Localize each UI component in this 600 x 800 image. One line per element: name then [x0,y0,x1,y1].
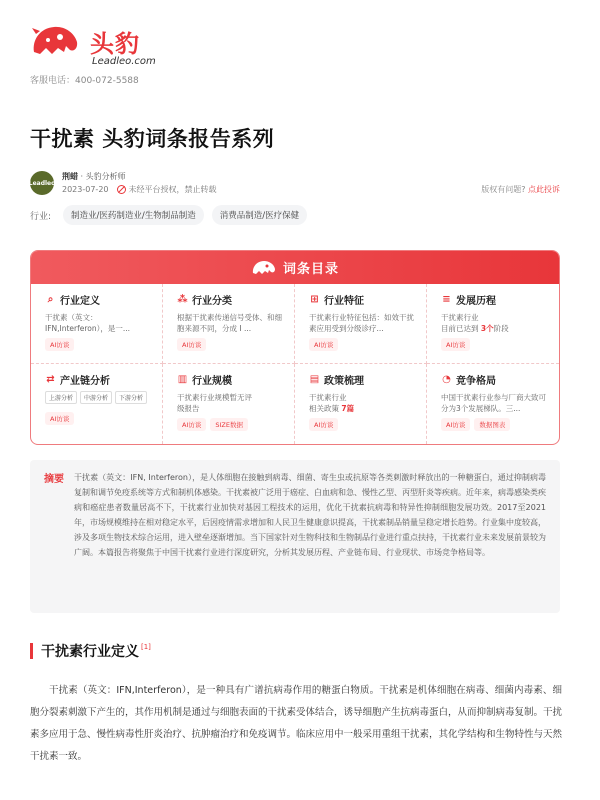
author-info: 荆蜡 · 头豹分析师 [62,172,126,181]
toc-item-label: 行业规模 [192,376,232,387]
policy-icon: ▤ [309,374,320,385]
toc-item-title [45,372,152,387]
industry-tag[interactable]: 制造业/医药制造业/生物制品制造 [63,205,204,225]
chain-subchips [45,391,152,404]
meta-line [62,184,217,195]
history-icon: ≡ [442,294,451,305]
toc-item-desc: 中国干扰素行业参与厂商大致可分为3个发展梯队。三... [441,393,546,413]
desc-line: 干扰素行业 [309,393,347,402]
toc-item-title [441,372,549,387]
industry-tag[interactable]: 消费品制造/医疗保健 [212,205,307,225]
toc-item-history[interactable] [427,284,559,364]
toc-item-desc: 干扰素行业特征包括：如效干扰素应用受到分级诊疗... [309,313,414,333]
brand-name-cn: 头豹 [90,30,140,58]
citation-link[interactable]: [1] [141,643,151,651]
industry-label: 行业: [30,211,52,222]
size-data-chip[interactable]: SIZE数据 [210,418,248,431]
ban-icon [117,185,126,194]
stage-count: 3个 [480,324,494,333]
competition-icon: ◔ [442,374,451,385]
toc-item-title [45,292,152,307]
chart-data-chip[interactable]: 数据图表 [474,418,510,431]
chain-icon: ⇄ [46,374,55,385]
upstream-chip[interactable]: 上游分析 [45,391,77,404]
ai-interview-chip[interactable]: AI访谈 [309,338,338,351]
toc-item-desc: 干扰素行业规模暂无评级报告 [177,393,252,413]
copyright-notice [481,184,560,195]
abstract-box [30,460,560,613]
toc-item-classification[interactable] [163,284,295,364]
ai-interview-chip[interactable]: AI访谈 [177,418,206,431]
abstract-text: 干扰素（英文：IFN, Interferon），是人体细胞在接触到病毒、细菌、寄生虫或抗原等各类刺激时释放出的一种糖蛋白，通过抑制病毒复制和调节免疫系统等方式和制机体感染。干扰素被广泛用于癌症、白血病和急、慢性乙型、丙型肝炎等疾病。近年来，病毒感染类疾病和癌症患者数量居高不下，干扰素行业加快对基因工程技术的运用，优化干扰素抗病毒和特异性抑制细胞发展功效。2017至2021年，市场规模维持在相对稳定水平，后因疫情需求增加和人民卫生健康意识提高，干扰素制品销量呈稳定增长趋势。行业集中度较高，涉及多项生物技术综合运用，进入壁垒逐渐增加。当下国家针对生物科技和生物制品行业进行重点扶持，干扰素行业未来发展前景较为广阔。本篇报告将聚焦于中国干扰素行业进行深度研究，分析其发展历程、产业链布局、行业现状、市场竞争格局等。 [74,473,546,557]
abstract-label: 摘要 [44,474,64,485]
avatar[interactable] [30,171,54,195]
toc-item-features[interactable] [295,284,427,364]
author-org: 头豹分析师 [85,172,126,181]
toc-item-desc [309,392,416,414]
midstream-chip[interactable]: 中游分析 [80,391,112,404]
brand-name-en: Leadleo.com [92,56,156,67]
toc-item-desc: 根据干扰素传递信号受体、和细胞来源不同，分成 I ... [177,313,282,333]
toc-item-chain[interactable] [31,364,163,444]
industry-tags [30,205,570,225]
definition-paragraph: 干扰素（英文：IFN,Interferon），是一种具有广谱抗病毒作用的糖蛋白物质。干扰素是机体细胞在病毒、细菌内毒素、细胞分裂素刺激下产生的，其作用机制是通过与细胞表面的干扰素受体结合，诱导细胞产生抗病毒蛋白，从而抑制病毒复制。干扰素多应用于急、慢性病毒性肝炎治疗、抗肿瘤治疗和免疫调节。临床应用中一般采用重组干扰素，其化学结构和生物特性与天然干扰素一致。 [30,685,563,762]
copyright-question: 版权有问题? [481,185,526,194]
ai-interview-chip[interactable]: AI访谈 [45,338,74,351]
toc-item-title [177,372,284,387]
toc-item-policy[interactable] [295,364,427,444]
toc-title: 词条目录 [282,262,339,277]
ai-interview-chip[interactable]: AI访谈 [45,412,74,425]
policy-count: 7篇 [341,404,355,413]
definition-icon: ⌕ [47,294,54,305]
page-title: 干扰素 头豹词条报告系列 [30,127,275,151]
leopard-logo-icon [30,22,80,62]
ai-interview-chip[interactable]: AI访谈 [177,338,206,351]
service-hotline: 客服电话：400-072-5588 [30,76,139,86]
repost-notice [117,184,217,195]
toc-item-competition[interactable] [427,364,559,444]
toc-item-scale[interactable] [163,364,295,444]
toc-item-label: 行业分类 [192,296,232,307]
avatar-text: Leadleo [28,179,56,187]
toc-item-title [309,372,416,387]
toc-item-definition[interactable] [31,284,163,364]
complaint-link[interactable]: 点此投诉 [528,185,560,194]
desc-line: 相关政策 [309,404,342,413]
toc-header [31,251,559,284]
toc-item-title [177,292,284,307]
section-heading [30,641,151,661]
desc-line: 干扰素行业 [441,313,479,322]
toc-panel [30,250,560,445]
downstream-chip[interactable]: 下游分析 [115,391,147,404]
desc-line: 目前已达到 [441,324,481,333]
ai-interview-chip[interactable]: AI访谈 [309,418,338,431]
ai-interview-chip[interactable]: AI访谈 [441,338,470,351]
author-name[interactable]: 荆蜡 [62,172,78,181]
toc-item-label: 行业定义 [60,296,100,307]
toc-item-label: 竞争格局 [456,376,496,387]
toc-item-title [309,292,416,307]
ai-interview-chip[interactable]: AI访谈 [441,418,470,431]
section-title: 干扰素行业定义 [41,644,139,660]
toc-item-desc: 干扰素（英文：IFN,Interferon），是一... [45,313,131,333]
desc-suffix: 阶段 [493,324,509,333]
leopard-icon [251,258,277,278]
toc-grid [31,284,559,444]
toc-item-label: 行业特征 [324,296,364,307]
scale-icon: ▥ [177,374,188,385]
toc-item-desc [441,312,549,334]
features-icon: ⊞ [310,294,319,305]
toc-item-title [441,292,549,307]
toc-item-label: 政策梳理 [324,376,364,387]
repost-notice-text: 未经平台授权，禁止转载 [128,185,217,194]
classification-icon: ⁂ [177,294,188,305]
toc-item-label: 发展历程 [456,296,496,307]
toc-item-label: 产业链分析 [60,376,110,387]
section-bar [30,643,33,659]
publish-date: 2023-07-20 [62,185,109,194]
